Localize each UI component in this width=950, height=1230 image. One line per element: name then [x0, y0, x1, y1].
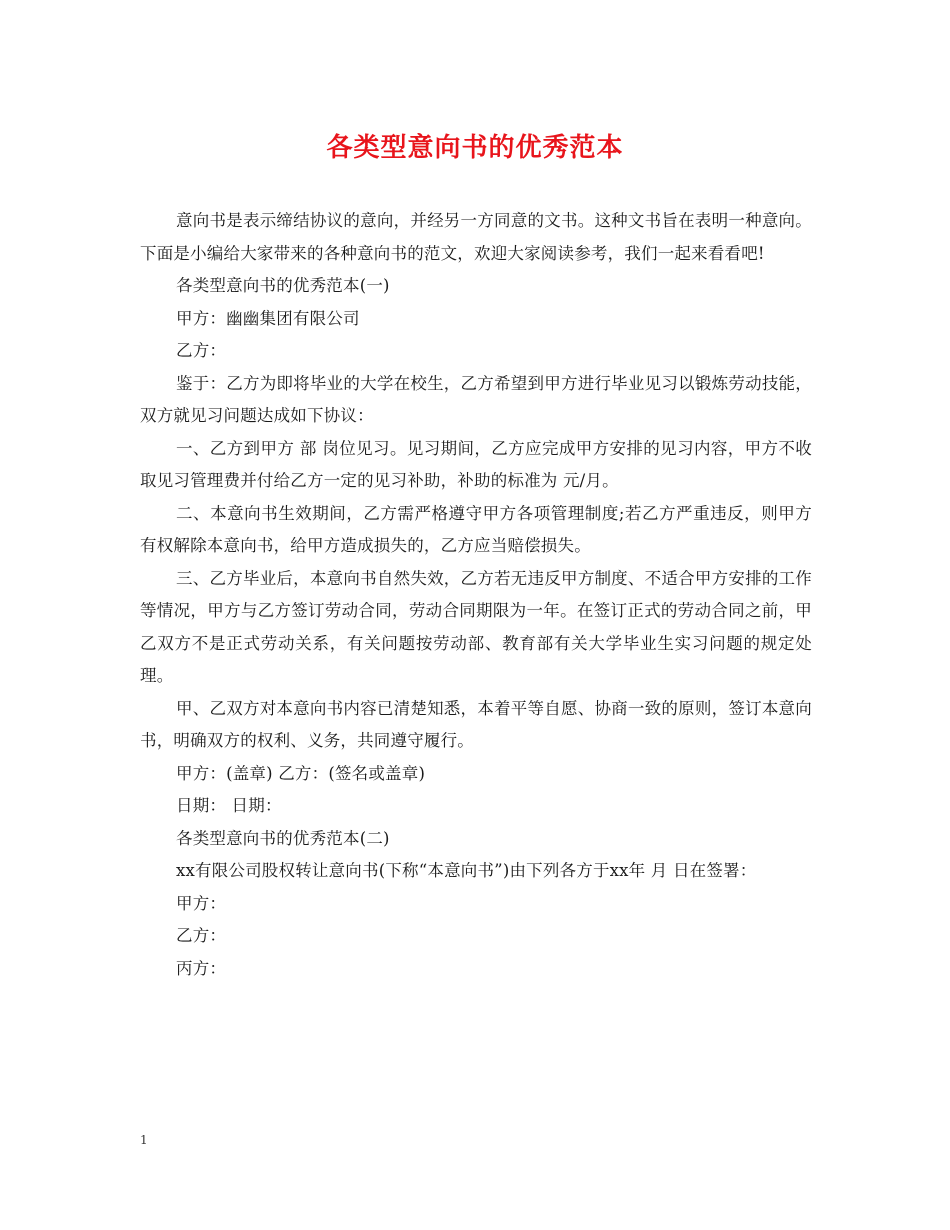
clause-3: 三、乙方毕业后，本意向书自然失效，乙方若无违反甲方制度、不适合甲方安排的工作等情况，甲方与乙方签订劳动合同，劳动合同期限为一年。在签订正式的劳动合同之前，甲乙双方不是正式劳动关系，有关问题按劳动部、教育部有关大学毕业生实习问题的规定处理。: [140, 568, 812, 685]
date-line: 日期： 日期：: [176, 796, 282, 815]
whereas-paragraph: 鉴于：乙方为即将毕业的大学在校生，乙方希望到甲方进行毕业见习以锻炼劳动技能，双方就见习问题达成如下协议：: [140, 373, 812, 425]
clause-1: 一、乙方到甲方 部 岗位见习。见习期间，乙方应完成甲方安排的见习内容，甲方不收取见习管理费并付给乙方一定的见习补助，补助的标准为 元/月。: [140, 438, 812, 490]
document-title: 各类型意向书的优秀范本: [326, 133, 624, 163]
clause-2: 二、本意向书生效期间，乙方需严格遵守甲方各项管理制度;若乙方严重违反，则甲方有权解除本意向书，给甲方造成损失的，乙方应当赔偿损失。: [140, 503, 812, 555]
section-heading-1: 各类型意向书的优秀范本(一): [176, 276, 390, 295]
document-body: [140, 205, 812, 985]
page-number: 1: [140, 1133, 148, 1147]
party-c-blank: 丙方：: [176, 958, 227, 978]
signature-line: 甲方：(盖章) 乙方：(签名或盖章): [176, 763, 426, 783]
party-a-line: 甲方：幽幽集团有限公司: [176, 308, 360, 328]
agreement-paragraph: 甲、乙双方对本意向书内容已清楚知悉，本着平等自愿、协商一致的原则，签订本意向书，明确双方的权利、义务，共同遵守履行。: [140, 698, 812, 750]
party-a-blank: 甲方：: [176, 893, 227, 913]
intro-paragraph: 意向书是表示缔结协议的意向，并经另一方同意的文书。这种文书旨在表明一种意向。下面是小编给大家带来的各种意向书的范文，欢迎大家阅读参考，我们一起来看看吧!: [140, 211, 812, 263]
party-b-blank: 乙方：: [176, 926, 227, 945]
section-heading-2: 各类型意向书的优秀范本(二): [176, 828, 390, 848]
equity-transfer-intro: xx有限公司股权转让意向书(下称“本意向书”)由下列各方于xx年 月 日在签署：: [176, 861, 757, 880]
party-b-line: 乙方：: [176, 341, 227, 360]
